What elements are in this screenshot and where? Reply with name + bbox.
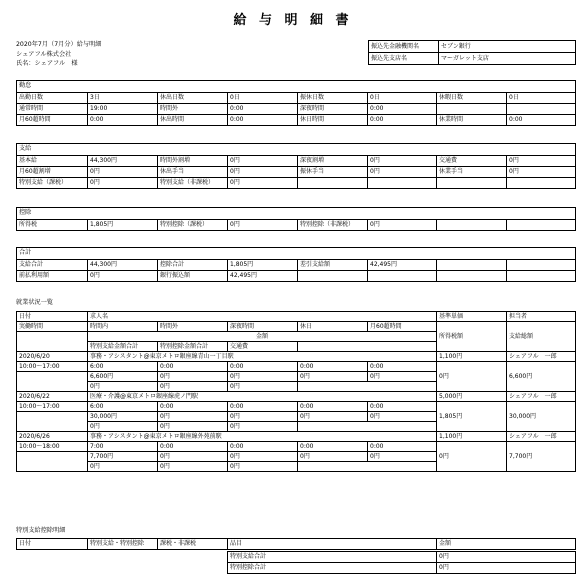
table-cell <box>17 342 88 352</box>
table-cell: 差引支給額 <box>298 260 368 271</box>
table-cell: 休日時間 <box>298 115 368 126</box>
entry-job: 事務・アシスタント@東京メトロ銀座線青山一丁目駅 <box>88 352 437 362</box>
table-cell <box>17 452 88 462</box>
table-cell <box>437 271 507 282</box>
special-heading: 特別支給控除明細 <box>16 527 66 534</box>
entry-total: 30,000円 <box>507 402 576 432</box>
table-cell: 0円 <box>228 422 298 432</box>
bank-table <box>368 40 576 65</box>
col-basic-unit: 基準単価 <box>437 312 507 322</box>
table-cell: 0円 <box>368 372 437 382</box>
col-overtime: 時間外 <box>158 322 228 332</box>
entry-date: 2020/6/22 <box>17 392 88 402</box>
table-row <box>228 552 576 563</box>
table-cell <box>17 462 88 472</box>
table-cell <box>368 271 437 282</box>
table-cell: 特別支給（課税） <box>17 178 88 189</box>
table-header-cell: 課税・非課税 <box>158 539 228 550</box>
table-cell: 0円 <box>368 167 437 178</box>
bank-label: 振込先金融機関名 <box>369 41 439 53</box>
table-cell: 0:00 <box>368 104 437 115</box>
table-cell <box>298 271 368 282</box>
total-table <box>16 247 576 282</box>
table-cell <box>17 412 88 422</box>
table-cell: 0円 <box>158 452 228 462</box>
payment-table <box>16 143 576 189</box>
document-title: 給 与 明 細 書 <box>233 13 353 28</box>
table-cell: 0円 <box>158 412 228 422</box>
entry-tax: 0円 <box>437 362 507 392</box>
table-cell: 特別支給合計 <box>228 552 437 563</box>
entry-job: 医療・介護@東京メトロ銀座線虎ノ門駅 <box>88 392 437 402</box>
table-row <box>17 104 576 115</box>
col-pay-amount: 支給総額 <box>507 322 576 352</box>
table-cell: 休業時間 <box>437 115 507 126</box>
work-heading: 就業状況一覧 <box>16 299 54 306</box>
entry-unit: 5,000円 <box>437 392 507 402</box>
total-heading: 合計 <box>17 248 576 260</box>
table-cell: 0円 <box>368 452 437 462</box>
table-cell: 休出日数 <box>158 93 228 104</box>
table-cell: 0日 <box>507 93 576 104</box>
table-cell: 月60超時間 <box>17 115 88 126</box>
table-cell <box>17 382 88 392</box>
table-cell: 深夜割増 <box>298 156 368 167</box>
entry-person: シェアフル 一郎 <box>507 432 576 442</box>
branch-label: 振込先支店名 <box>369 53 439 65</box>
table-row <box>17 312 576 322</box>
entry-person: シェアフル 一郎 <box>507 352 576 362</box>
col-night: 深夜時間 <box>228 322 298 332</box>
table-cell: 0円 <box>158 382 228 392</box>
table-cell <box>507 271 576 282</box>
table-cell: 休出手当 <box>158 167 228 178</box>
table-cell: 休業手当 <box>437 167 507 178</box>
table-row <box>17 432 576 442</box>
table-cell: 銀行振込額 <box>158 271 228 282</box>
table-cell <box>437 220 507 231</box>
table-header-cell: 日付 <box>17 539 88 550</box>
table-cell: 0円 <box>88 422 158 432</box>
work-table <box>16 311 576 472</box>
col-person: 担当者 <box>507 312 576 322</box>
table-cell: 時間外割増 <box>158 156 228 167</box>
table-cell: 0円 <box>368 220 437 231</box>
table-cell: 0円 <box>228 167 298 178</box>
table-cell: 時間外 <box>158 104 228 115</box>
table-cell: 0円 <box>88 167 158 178</box>
col-holiday: 休日 <box>298 322 368 332</box>
col-special-ded: 特別控除金額合計 <box>158 342 228 352</box>
table-cell: 0円 <box>368 412 437 422</box>
table-cell: 0円 <box>88 382 158 392</box>
table-cell: 6,600円 <box>88 372 158 382</box>
table-cell: 19:00 <box>88 104 158 115</box>
table-row <box>17 402 576 412</box>
table-cell: 42,495円 <box>368 260 437 271</box>
table-cell: 0:00 <box>368 115 437 126</box>
entry-total: 7,700円 <box>507 442 576 472</box>
table-row <box>17 260 576 271</box>
col-transport: 交通費 <box>228 342 298 352</box>
table-cell <box>298 178 368 189</box>
table-cell: 0円 <box>228 412 298 422</box>
table-cell: 0円 <box>88 462 158 472</box>
bank-value: セブン銀行 <box>439 41 576 53</box>
table-cell: 0円 <box>228 220 298 231</box>
table-cell: 0円 <box>158 462 228 472</box>
table-cell: 0円 <box>88 271 158 282</box>
special-total-table <box>227 551 576 574</box>
table-cell: 0円 <box>437 552 576 563</box>
table-row <box>17 156 576 167</box>
table-cell: 0:00 <box>88 115 158 126</box>
table-cell: 0:00 <box>228 402 298 412</box>
table-cell: 0:00 <box>158 402 228 412</box>
table-row <box>17 178 576 189</box>
table-cell: 通常時間 <box>17 104 88 115</box>
table-row <box>17 539 576 550</box>
table-cell <box>17 422 88 432</box>
entry-unit: 1,100円 <box>437 352 507 362</box>
table-cell <box>298 422 368 432</box>
table-cell: 0円 <box>507 156 576 167</box>
table-cell: 44,300円 <box>88 156 158 167</box>
deduction-table <box>16 207 576 231</box>
table-cell: 0円 <box>437 563 576 574</box>
table-row <box>17 115 576 126</box>
table-row <box>17 442 576 452</box>
table-cell: 0日 <box>228 93 298 104</box>
table-cell <box>507 178 576 189</box>
table-cell: 休暇日数 <box>437 93 507 104</box>
attendance-table <box>16 80 576 126</box>
col-special-pay: 特別支給金額合計 <box>88 342 158 352</box>
table-cell: 所得税 <box>17 220 88 231</box>
table-cell <box>368 382 437 392</box>
table-cell: 0:00 <box>368 442 437 452</box>
entry-person: シェアフル 一郎 <box>507 392 576 402</box>
table-cell <box>298 342 368 352</box>
table-cell: 0円 <box>298 452 368 462</box>
table-cell: 0日 <box>368 93 437 104</box>
table-cell: 0:00 <box>228 362 298 372</box>
table-cell: 0:00 <box>507 115 576 126</box>
entry-time: 10:00～17:00 <box>17 362 88 372</box>
table-cell: 42,495円 <box>228 271 298 282</box>
entry-time: 10:00～18:00 <box>17 442 88 452</box>
table-cell: 0:00 <box>298 362 368 372</box>
entry-tax: 0円 <box>437 442 507 472</box>
special-table <box>16 538 576 550</box>
table-cell <box>507 220 576 231</box>
col-over60: 月60超時間 <box>368 322 437 332</box>
table-cell: 0円 <box>228 372 298 382</box>
table-row <box>17 392 576 402</box>
table-cell: 0:00 <box>228 115 298 126</box>
pay-period: 2020年7月（7月分）給与明細 <box>16 41 102 48</box>
entry-date: 2020/6/20 <box>17 352 88 362</box>
attendance-heading: 勤怠 <box>17 81 576 93</box>
table-cell: 0円 <box>228 462 298 472</box>
table-row <box>17 352 576 362</box>
table-cell: 0:00 <box>368 362 437 372</box>
table-cell: 1,805円 <box>88 220 158 231</box>
entry-job: 事務・アシスタント@東京メトロ銀座線外苑前駅 <box>88 432 437 442</box>
entry-tax: 1,805円 <box>437 402 507 432</box>
table-cell: 0:00 <box>368 402 437 412</box>
table-row <box>17 322 576 332</box>
table-row <box>228 563 576 574</box>
table-cell: 0円 <box>88 178 158 189</box>
table-row <box>17 271 576 282</box>
table-cell: 特別控除（非課税） <box>298 220 368 231</box>
table-cell: 6:00 <box>88 362 158 372</box>
col-normal: 時間内 <box>88 322 158 332</box>
table-cell: 30,000円 <box>88 412 158 422</box>
col-hours: 実働時間 <box>17 322 88 332</box>
table-cell <box>368 178 437 189</box>
table-cell: 0:00 <box>228 104 298 115</box>
table-cell: 0円 <box>158 422 228 432</box>
table-cell: 7:00 <box>88 442 158 452</box>
table-cell: 3日 <box>88 93 158 104</box>
table-row <box>369 41 576 53</box>
col-income-tax: 所得税額 <box>437 322 507 352</box>
table-cell: 44,300円 <box>88 260 158 271</box>
table-cell <box>437 178 507 189</box>
table-cell <box>507 260 576 271</box>
table-cell: 基本給 <box>17 156 88 167</box>
table-cell <box>17 332 88 342</box>
employee-name: 氏名：シェアフル 様 <box>16 60 78 67</box>
table-row <box>17 93 576 104</box>
deduction-heading: 控除 <box>17 208 576 220</box>
table-cell: 交通費 <box>437 156 507 167</box>
table-cell: 0円 <box>228 452 298 462</box>
table-header-cell: 品目 <box>228 539 437 550</box>
col-amount: 金額 <box>88 332 437 342</box>
entry-total: 6,600円 <box>507 362 576 392</box>
table-cell: 0:00 <box>298 402 368 412</box>
table-cell <box>17 372 88 382</box>
table-cell: 0円 <box>228 382 298 392</box>
table-cell: 7,700円 <box>88 452 158 462</box>
table-row <box>17 167 576 178</box>
table-cell: 深夜時間 <box>298 104 368 115</box>
table-cell: 休出時間 <box>158 115 228 126</box>
table-cell: 支給合計 <box>17 260 88 271</box>
table-cell <box>298 462 368 472</box>
table-cell <box>437 260 507 271</box>
table-cell: 0円 <box>158 372 228 382</box>
col-date: 日付 <box>17 312 88 322</box>
table-cell: 特別控除合計 <box>228 563 437 574</box>
entry-date: 2020/6/26 <box>17 432 88 442</box>
table-cell: 0円 <box>507 167 576 178</box>
table-cell: 0円 <box>298 372 368 382</box>
table-cell: 月60超割増 <box>17 167 88 178</box>
table-cell: 特別控除（課税） <box>158 220 228 231</box>
header-info <box>16 40 102 69</box>
table-header-cell: 特別支給・特別控除 <box>88 539 158 550</box>
table-cell: 0:00 <box>298 442 368 452</box>
table-cell: 0円 <box>298 412 368 422</box>
table-cell: 振休日数 <box>298 93 368 104</box>
branch-value: マーガレット支店 <box>439 53 576 65</box>
table-row <box>17 220 576 231</box>
table-cell <box>298 382 368 392</box>
company-name: シェアフル株式会社 <box>16 50 72 58</box>
table-cell: 控除合計 <box>158 260 228 271</box>
table-row <box>369 53 576 65</box>
table-cell: 0:00 <box>228 442 298 452</box>
table-cell: 0円 <box>228 178 298 189</box>
table-cell: 振休手当 <box>298 167 368 178</box>
table-cell <box>507 104 576 115</box>
table-cell <box>437 104 507 115</box>
table-cell: 0:00 <box>158 442 228 452</box>
table-cell: 6:00 <box>88 402 158 412</box>
table-cell: 前払利用額 <box>17 271 88 282</box>
table-cell: 0円 <box>368 156 437 167</box>
table-cell: 0円 <box>228 156 298 167</box>
table-header-cell: 金額 <box>437 539 576 550</box>
payment-heading: 支給 <box>17 144 576 156</box>
table-cell <box>368 422 437 432</box>
table-cell: 1,805円 <box>228 260 298 271</box>
table-cell: 出勤日数 <box>17 93 88 104</box>
col-employer: 求人名 <box>88 312 437 322</box>
table-cell <box>368 462 437 472</box>
table-cell: 0:00 <box>158 362 228 372</box>
table-row <box>17 362 576 372</box>
entry-unit: 1,100円 <box>437 432 507 442</box>
table-cell <box>368 342 437 352</box>
table-cell: 特別支給（非課税） <box>158 178 228 189</box>
entry-time: 10:00～17:00 <box>17 402 88 412</box>
